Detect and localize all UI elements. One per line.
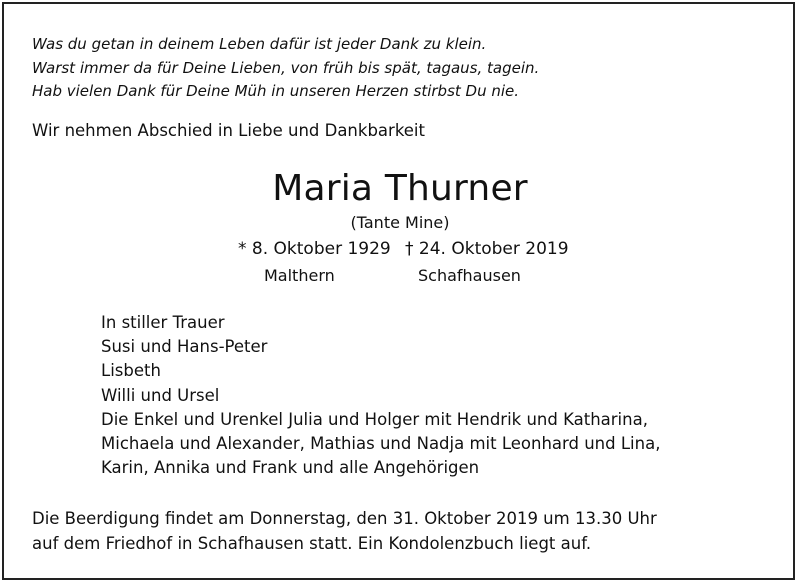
poem-line: Warst immer da für Deine Lieben, von früh bis spät, tagaus, tagein. [32, 58, 540, 77]
deceased-name: Maria Thurner [272, 168, 528, 209]
mourner-line: Karin, Annika und Frank und alle Angehörigen [101, 458, 480, 478]
mourners-list [101, 311, 660, 480]
poem [32, 33, 539, 104]
death-place: Schafhausen [418, 266, 521, 285]
mourner-line: Michaela und Alexander, Mathias und Nadja mit Leonhard und Lina, [101, 434, 661, 454]
funeral-line: auf dem Friedhof in Schafhausen statt. Ein Kondolenzbuch liegt auf. [32, 533, 592, 553]
poem-line: Hab vielen Dank für Deine Müh in unseren Herzen stirbst Du nie. [32, 82, 520, 100]
birth-date: * 8. Oktober 1929 [238, 239, 391, 259]
deceased-nickname: (Tante Mine) [350, 213, 450, 232]
mourner-line: Susi und Hans-Peter [101, 337, 268, 357]
funeral-line: Die Beerdigung findet am Donnerstag, den 31. Oktober 2019 um 13.30 Uhr [32, 509, 657, 528]
farewell-text: Wir nehmen Abschied in Liebe und Dankbarkeit [32, 121, 425, 140]
mourner-line: Willi und Ursel [101, 385, 220, 405]
mourner-line: Lisbeth [101, 361, 161, 381]
death-date: † 24. Oktober 2019 [405, 239, 569, 259]
funeral-notice [32, 507, 657, 556]
poem-line: Was du getan in deinem Leben dafür ist jeder Dank zu klein. [32, 35, 487, 53]
mourner-line: Die Enkel und Urenkel Julia und Holger mit Hendrik und Katharina, [101, 409, 648, 429]
mourner-line: In stiller Trauer [101, 313, 225, 332]
birth-place: Malthern [264, 266, 335, 285]
